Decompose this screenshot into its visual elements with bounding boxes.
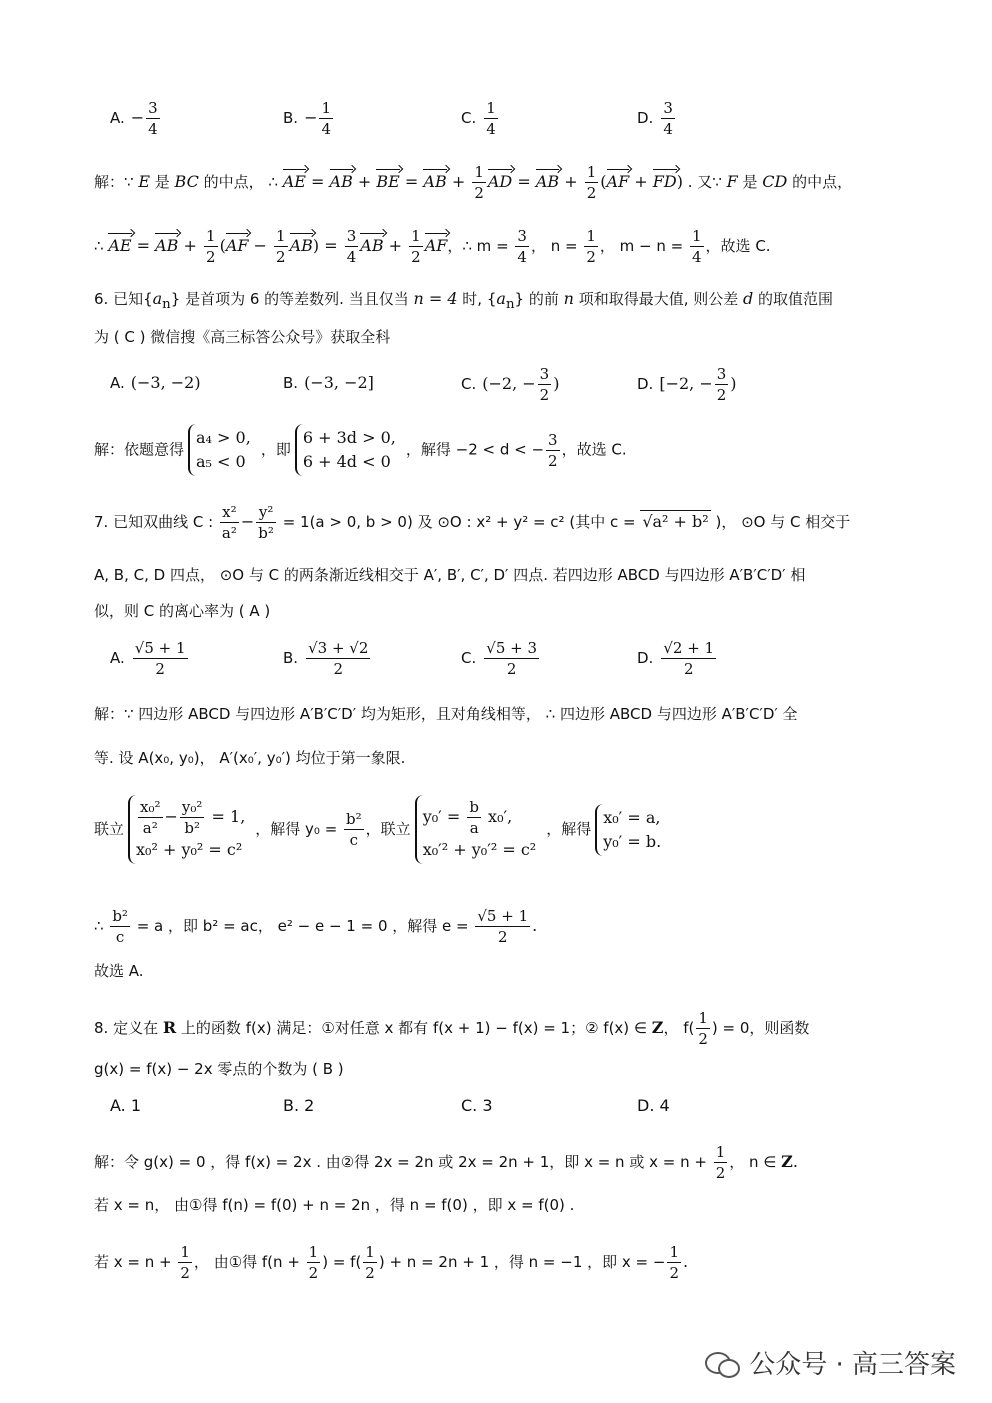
q6-stem-line-1: 6. 已知$\{a_n\}$ 是首项为 6 的等差数列. 当且仅当 n = 4 时, $\{a_n\}$ 的前 n 项和取得最大值, 则公差 d 的取值范围 bbox=[94, 289, 834, 313]
q6-stem-line-2: 为 ( C ) 微信搜《高三标答公众号》获取全科 bbox=[94, 328, 391, 346]
q6-solution: 解：依题意得 a₄ > 0, a₅ < 0 ，即 6 + 3d > 0, 6 + 4d < 0 ，解得 −2 < d < − $\frac{3}{2}$ ，故选 C. bbox=[94, 424, 627, 476]
watermark-text: 公众号 · 高三答案 bbox=[749, 1350, 956, 1380]
q8-option-d: D. 4 bbox=[637, 1096, 670, 1115]
q8-stem-line-2: g(x) = f(x) − 2x 零点的个数为 ( B ) bbox=[94, 1060, 344, 1078]
q7-answer: 故选 A. bbox=[94, 962, 144, 980]
q7-option-c: C. $\frac{√5 + 3}{2}$ bbox=[461, 639, 538, 678]
q7-solution-line-1: 解：∵ 四边形 ABCD 与四边形 A′B′C′D′ 均为矩形，且对角线相等， ∴ 四边形 ABCD 与四边形 A′B′C′D′ 全 bbox=[94, 705, 798, 723]
q8-option-b: B. 2 bbox=[283, 1096, 315, 1115]
q7-option-d: D. $\frac{√2 + 1}{2}$ bbox=[637, 639, 715, 678]
q8-solution-line-1: 解：令 g(x) = 0 ，得 f(x) = 2x . 由②得 2x = 2n 或 2x = 2n + 1，即 x = n 或 x = n + $\frac{1}{2}$ ， n ∈ Z. bbox=[94, 1143, 798, 1182]
q7-stem-line-1: 7. 已知双曲线 C : $\frac{\text{x²}}{\text{a²}}$ − $\frac{\text{y²}}{\text{b²}}$ = 1(a > 0, b > 0) 及 ⊙O : x² + y² = c² (其中 c = √ a² + b² )， ⊙O 与 C 相交于 bbox=[94, 502, 850, 543]
q6-option-c: C. (−2, − $\frac{3}{2}$ ) bbox=[461, 365, 560, 404]
q7-stem-line-3: 似，则 C 的离心率为 ( A ) bbox=[94, 602, 271, 620]
q7-option-a: A. $\frac{√5 + 1}{2}$ bbox=[110, 639, 186, 678]
q5-option-d: D. $\frac{3}{4}$ bbox=[637, 99, 673, 138]
q8-solution-line-2: 若 x = n， 由①得 f(n) = f(0) + n = 2n ，得 n = f(0) ，即 x = f(0) . bbox=[94, 1196, 575, 1214]
q8-stem-line-1: 8. 定义在 R 上的函数 f(x) 满足：①对任意 x 都有 f(x + 1) − f(x) = 1；② f(x) ∈ Z， f( $\frac{1}{2}$ ) = 0，则函数 bbox=[94, 1009, 810, 1048]
q7-solution-systems: 联立 $\frac{\text{x₀²}}{\text{a²}}$ − $\frac{\text{y₀²}}{\text{b²}}$ = 1, x₀² + y₀² = c² ，解得 y₀ = $\frac{\text{b²}}{c}$ ，联立 y₀′ = $\frac{b}{a}$ x₀′, x₀′² + y₀′² = c² ，解得 x₀′ = a, y₀′ = b. bbox=[94, 795, 671, 864]
q5-solution-line-1: 解：∵ E 是 BC 的中点， ∴ AE = AB + BE = AB + $\frac{1}{2}$ AD = AB + $\frac{1}{2}$ (AF + FD) . 又∵ F 是 CD 的中点， bbox=[94, 163, 853, 202]
q5-option-b: B. − $\frac{1}{4}$ bbox=[283, 99, 332, 138]
q6-option-a: A. (−3, −2) bbox=[110, 373, 201, 392]
q8-option-a: A. 1 bbox=[110, 1096, 142, 1115]
q5-solution-line-2: ∴ AE = AB + $\frac{1}{2}$ (AF − $\frac{1}{2}$ AB) = $\frac{3}{4}$ AB + $\frac{1}{2}$ AF，∴ m = $\frac{3}{4}$ ， n = $\frac{1}{2}$ ， m − n = $\frac{1}{4}$ ，故选 C. bbox=[94, 227, 771, 266]
q6-option-b: B. (−3, −2] bbox=[283, 373, 374, 392]
wechat-icon bbox=[705, 1348, 741, 1378]
q8-option-c: C. 3 bbox=[461, 1096, 493, 1115]
watermark bbox=[705, 1344, 956, 1381]
q7-stem-line-2: A, B, C, D 四点， ⊙O 与 C 的两条渐近线相交于 A′, B′, C′, D′ 四点. 若四边形 ABCD 与四边形 A′B′C′D′ 相 bbox=[94, 566, 806, 584]
q5-option-a: A. − $\frac{3}{4}$ bbox=[110, 99, 158, 138]
q6-option-d: D. [−2, − $\frac{3}{2}$ ) bbox=[637, 365, 737, 404]
q5-option-c: C. $\frac{1}{4}$ bbox=[461, 99, 496, 138]
q7-option-b: B. $\frac{√3 + √2}{2}$ bbox=[283, 639, 369, 678]
q7-conclusion: ∴ $\frac{\text{b²}}{c}$ = a ，即 b² = ac， e² − e − 1 = 0 ，解得 e = $\frac{√5 + 1}{2}$ . bbox=[94, 907, 538, 946]
q8-solution-line-3: 若 x = n + $\frac{1}{2}$ ， 由①得 f(n + $\frac{1}{2}$ ) = f( $\frac{1}{2}$ ) + n = 2n + 1 ，得 n = −1 ，即 x = − $\frac{1}{2}$ . bbox=[94, 1243, 689, 1282]
q7-solution-line-2: 等. 设 A(x₀, y₀)， A′(x₀′, y₀′) 均位于第一象限. bbox=[94, 749, 406, 767]
